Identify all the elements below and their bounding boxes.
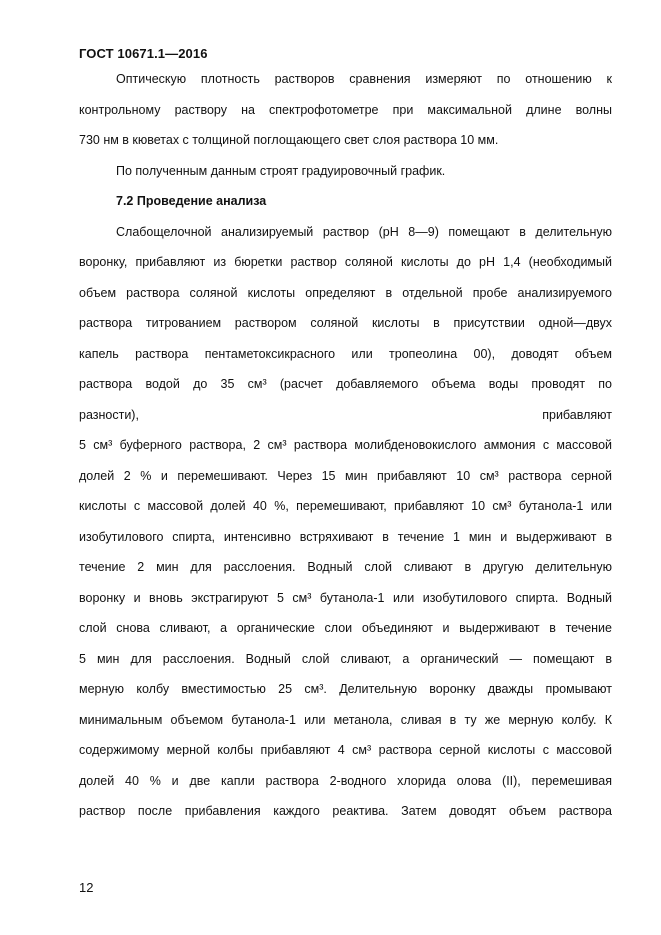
text-line: раствора титрованием раствором соляной кислоты в присутствии одной—двух	[79, 316, 612, 330]
standard-header: ГОСТ 10671.1—2016	[79, 46, 208, 61]
text-line: слой снова сливают, а органические слои объединяют и выдерживают в течение	[79, 621, 612, 635]
text-line: разности), прибавляют	[79, 407, 612, 422]
text-line: долей 2 % и перемешивают. Через 15 мин прибавляют 10 см³ раствора серной	[79, 468, 612, 483]
page-number: 12	[79, 880, 94, 895]
body-text	[79, 64, 612, 827]
text-line: мерную колбу вместимостью 25 см³. Делительную воронку дважды промывают	[79, 682, 612, 696]
text-line: течение 2 мин для расслоения. Водный слой сливают в другую делительную	[79, 560, 612, 574]
text-line: 730 нм в кюветах с толщиной поглощающего свет слоя раствора 10 мм.	[79, 133, 499, 147]
text-line: минимальным объемом бутанола-1 или метанола, сливая в ту же мерную колбу. К	[79, 712, 612, 727]
text-line: Слабощелочной анализируемый раствор (рН 8—9) помещают в делительную	[116, 224, 612, 239]
text-line: воронку, прибавляют из бюретки раствор соляной кислоты до рН 1,4 (необходимый	[79, 255, 612, 269]
text-line: капель раствора пентаметоксикрасного или тропеолина 00), доводят объем	[79, 346, 612, 361]
text-line: раствор после прибавления каждого реактива. Затем доводят объем раствора	[79, 804, 612, 818]
text-line: 5 см³ буферного раствора, 2 см³ раствора молибденовокислого аммония с массовой	[79, 438, 612, 452]
text-line: Оптическую плотность растворов сравнения измеряют по отношению к	[116, 72, 612, 86]
text-line: По полученным данным строят градуировочный график.	[116, 163, 446, 178]
text-line: объем раствора соляной кислоты определяют в отдельной пробе анализируемого	[79, 285, 612, 300]
text-line: содержимому мерной колбы прибавляют 4 см³ раствора серной кислоты с массовой	[79, 743, 612, 757]
text-line: долей 40 % и две капли раствора 2-водного хлорида олова (II), перемешивая	[79, 773, 612, 788]
text-line: контрольному раствору на спектрофотометре при максимальной длине волны	[79, 102, 612, 117]
text-line: изобутилового спирта, интенсивно встряхивают в течение 1 мин и выдерживают в	[79, 529, 612, 544]
text-line: кислоты с массовой долей 40 %, перемешивают, прибавляют 10 см³ бутанола-1 или	[79, 499, 612, 513]
text-line: воронку и вновь экстрагируют 5 см³ бутанола-1 или изобутилового спирта. Водный	[79, 590, 612, 605]
text-line: 5 мин для расслоения. Водный слой сливают, а органический — помещают в	[79, 651, 612, 666]
text-line: раствора водой до 35 см³ (расчет добавляемого объема воды проводят по	[79, 377, 612, 391]
section-heading: 7.2 Проведение анализа	[116, 194, 267, 208]
